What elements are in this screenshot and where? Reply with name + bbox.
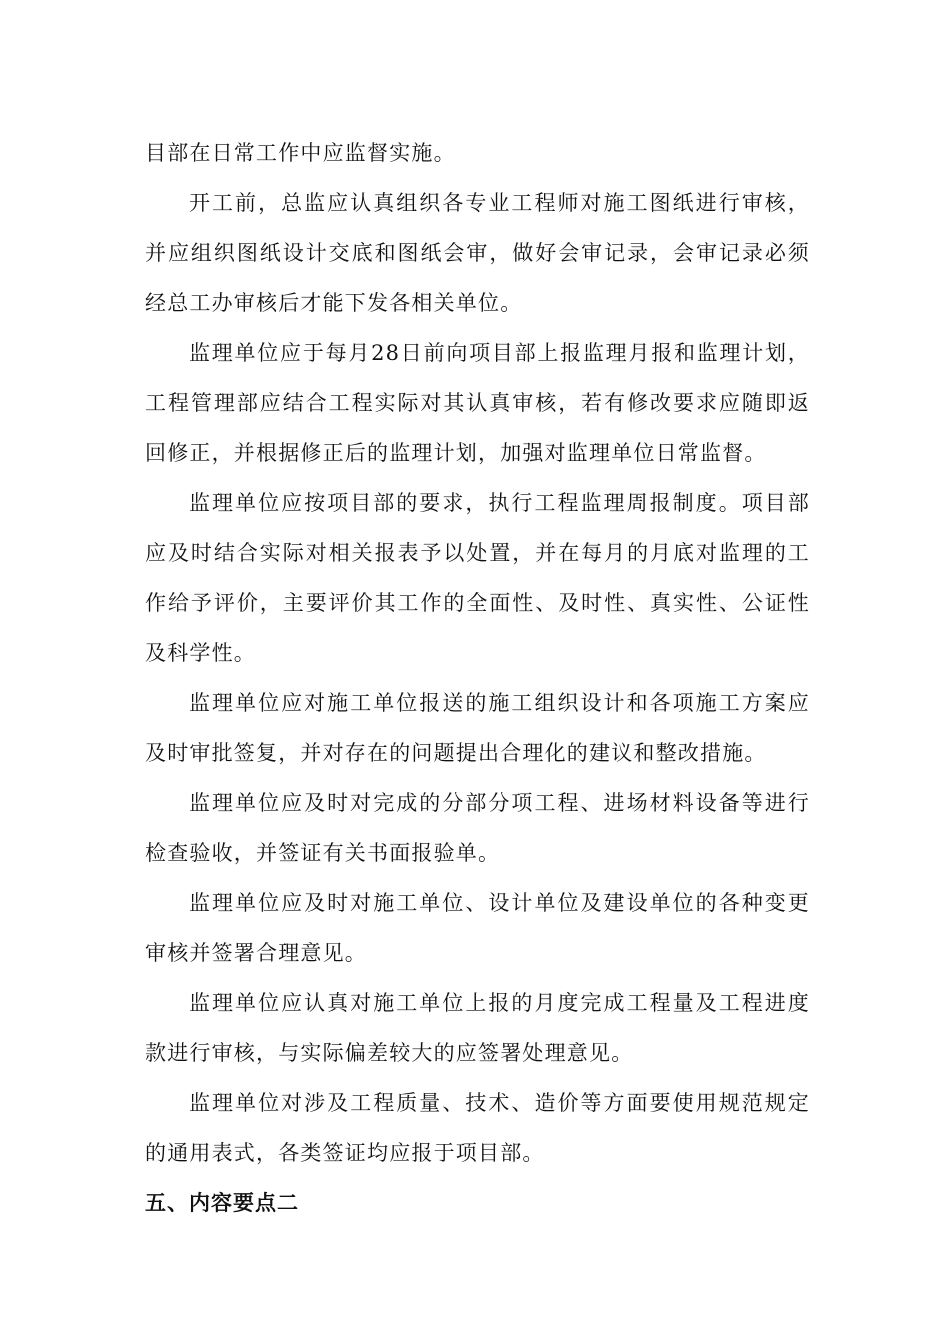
- section-heading: 五、内容要点二: [145, 1190, 299, 1215]
- paragraph-drawing-review: 开工前，总监应认真组织各专业工程师对施工图纸进行审核，并应组织图纸设计交底和图纸会审，做好会审记录，会审记录必须经总工办审核后才能下发各相关单位。: [145, 191, 810, 315]
- document-body: [145, 128, 810, 1228]
- paragraph-forms: 监理单位对涉及工程质量、技术、造价等方面要使用规范规定的通用表式，各类签证均应报于项目部。: [145, 1091, 810, 1165]
- paragraph-progress-payment: 监理单位应认真对施工单位上报的月度完成工程量及工程进度款进行审核，与实际偏差较大的应签署处理意见。: [145, 991, 810, 1065]
- paragraph-weekly-report: 监理单位应按项目部的要求，执行工程监理周报制度。项目部应及时结合实际对相关报表予以处置，并在每月的月底对监理的工作给予评价，主要评价其工作的全面性、及时性、真实性、公证性及科学性。: [145, 491, 810, 665]
- paragraph-inspection: 监理单位应及时对完成的分部分项工程、进场材料设备等进行检查验收，并签证有关书面报验单。: [145, 791, 810, 865]
- paragraph-changes: 监理单位应及时对施工单位、设计单位及建设单位的各种变更审核并签署合理意见。: [145, 891, 810, 965]
- paragraph-continuation: 目部在日常工作中应监督实施。: [145, 141, 456, 165]
- paragraph-monthly-report: 监理单位应于每月28日前向项目部上报监理月报和监理计划，工程管理部应结合工程实际对其认真审核，若有修改要求应随即返回修正，并根据修正后的监理计划，加强对监理单位日常监督。: [145, 341, 810, 465]
- paragraph-construction-plan: 监理单位应对施工单位报送的施工组织设计和各项施工方案应及时审批签复，并对存在的问题提出合理化的建议和整改措施。: [145, 691, 810, 765]
